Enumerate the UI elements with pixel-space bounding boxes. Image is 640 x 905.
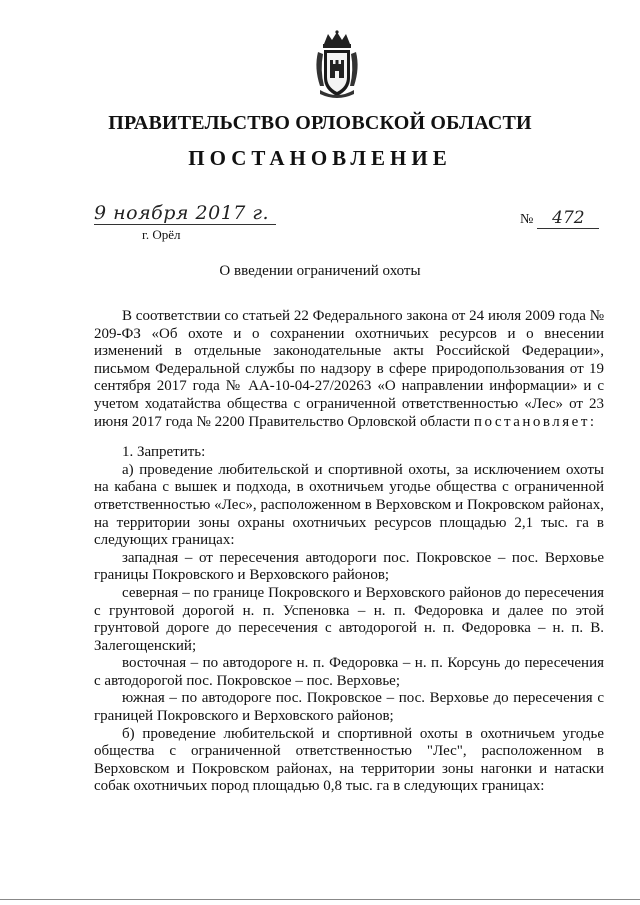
coat-of-arms-icon	[314, 30, 360, 100]
item-1a: а) проведение любительской и спортивной охоты, за исключением охоты на кабана с вышек и подхода, в охотничьем угодье общества с ограниченной ответственностью «Лес», расположенном в Верховском и Покровском районах, на территории зоны охраны охотничьих ресурсов площадью 2,1 тыс. га в следующих границах:	[94, 461, 604, 549]
scan-edge-line	[0, 899, 640, 900]
number-label: №	[520, 212, 534, 227]
border-north: северная – по границе Покровского и Верховского районов до пересечения с грунтовой дорогой н. п. Успеновка – н. п. Федоровка и далее по этой грунтовой дороге до пересечения с автодорогой н. п. Федоровка – н. п. В. Залегощенский;	[94, 584, 604, 654]
handwritten-date: 9 ноября 2017 г.	[94, 202, 276, 225]
item-1b: б) проведение любительской и спортивной охоты в охотничьем угодье общества с ограниченной ответственностью "Лес", расположенном в Верховском и Покровском районах, на территории зоны нагонки и натаски собак охотничьих пород площадью 0,8 тыс. га в следующих границах:	[94, 725, 604, 795]
city: г. Орёл	[142, 227, 181, 242]
border-east: восточная – по автодороге н. п. Федоровка – н. п. Корсунь до пересечения с автодорогой пос. Покровское – пос. Верховье;	[94, 655, 604, 689]
government-title: ПРАВИТЕЛЬСТВО ОРЛОВСКОЙ ОБЛАСТИ	[108, 112, 532, 134]
document-number	[520, 208, 599, 229]
document-body	[94, 308, 604, 796]
preamble-paragraph	[94, 308, 604, 431]
preamble-text: В соответствии со статьей 22 Федерального закона от 24 июля 2009 года № 209-ФЗ «Об охоте и о сохранении охотничьих ресурсов и о внесении изменений в отдельные законодательные акты Российской Федерации», письмом Федеральной службы по надзору в сфере природопользования от 19 сентября 2017 года № АА-10-04-27/20263 «О направлении информации» и с учетом ходатайства общества с ограниченной ответственностью «Лес» от 23 июня 2017 года № 2200 Правительство Орловской области	[94, 308, 604, 430]
document-subject: О введении ограничений охоты	[219, 263, 421, 279]
border-south: южная – по автодороге пос. Покровское – пос. Верховье до пересечения с границей Покровского и Верховского районов;	[94, 690, 604, 725]
border-west: западная – от пересечения автодороги пос. Покровское – пос. Верховье границы Покровского и Верховского районов;	[94, 549, 604, 584]
handwritten-number: 472	[537, 208, 599, 229]
document-type: ПОСТАНОВЛЕНИЕ	[188, 146, 452, 170]
preamble-verb: постановляет:	[473, 413, 597, 430]
item-1: 1. Запретить:	[122, 444, 206, 461]
